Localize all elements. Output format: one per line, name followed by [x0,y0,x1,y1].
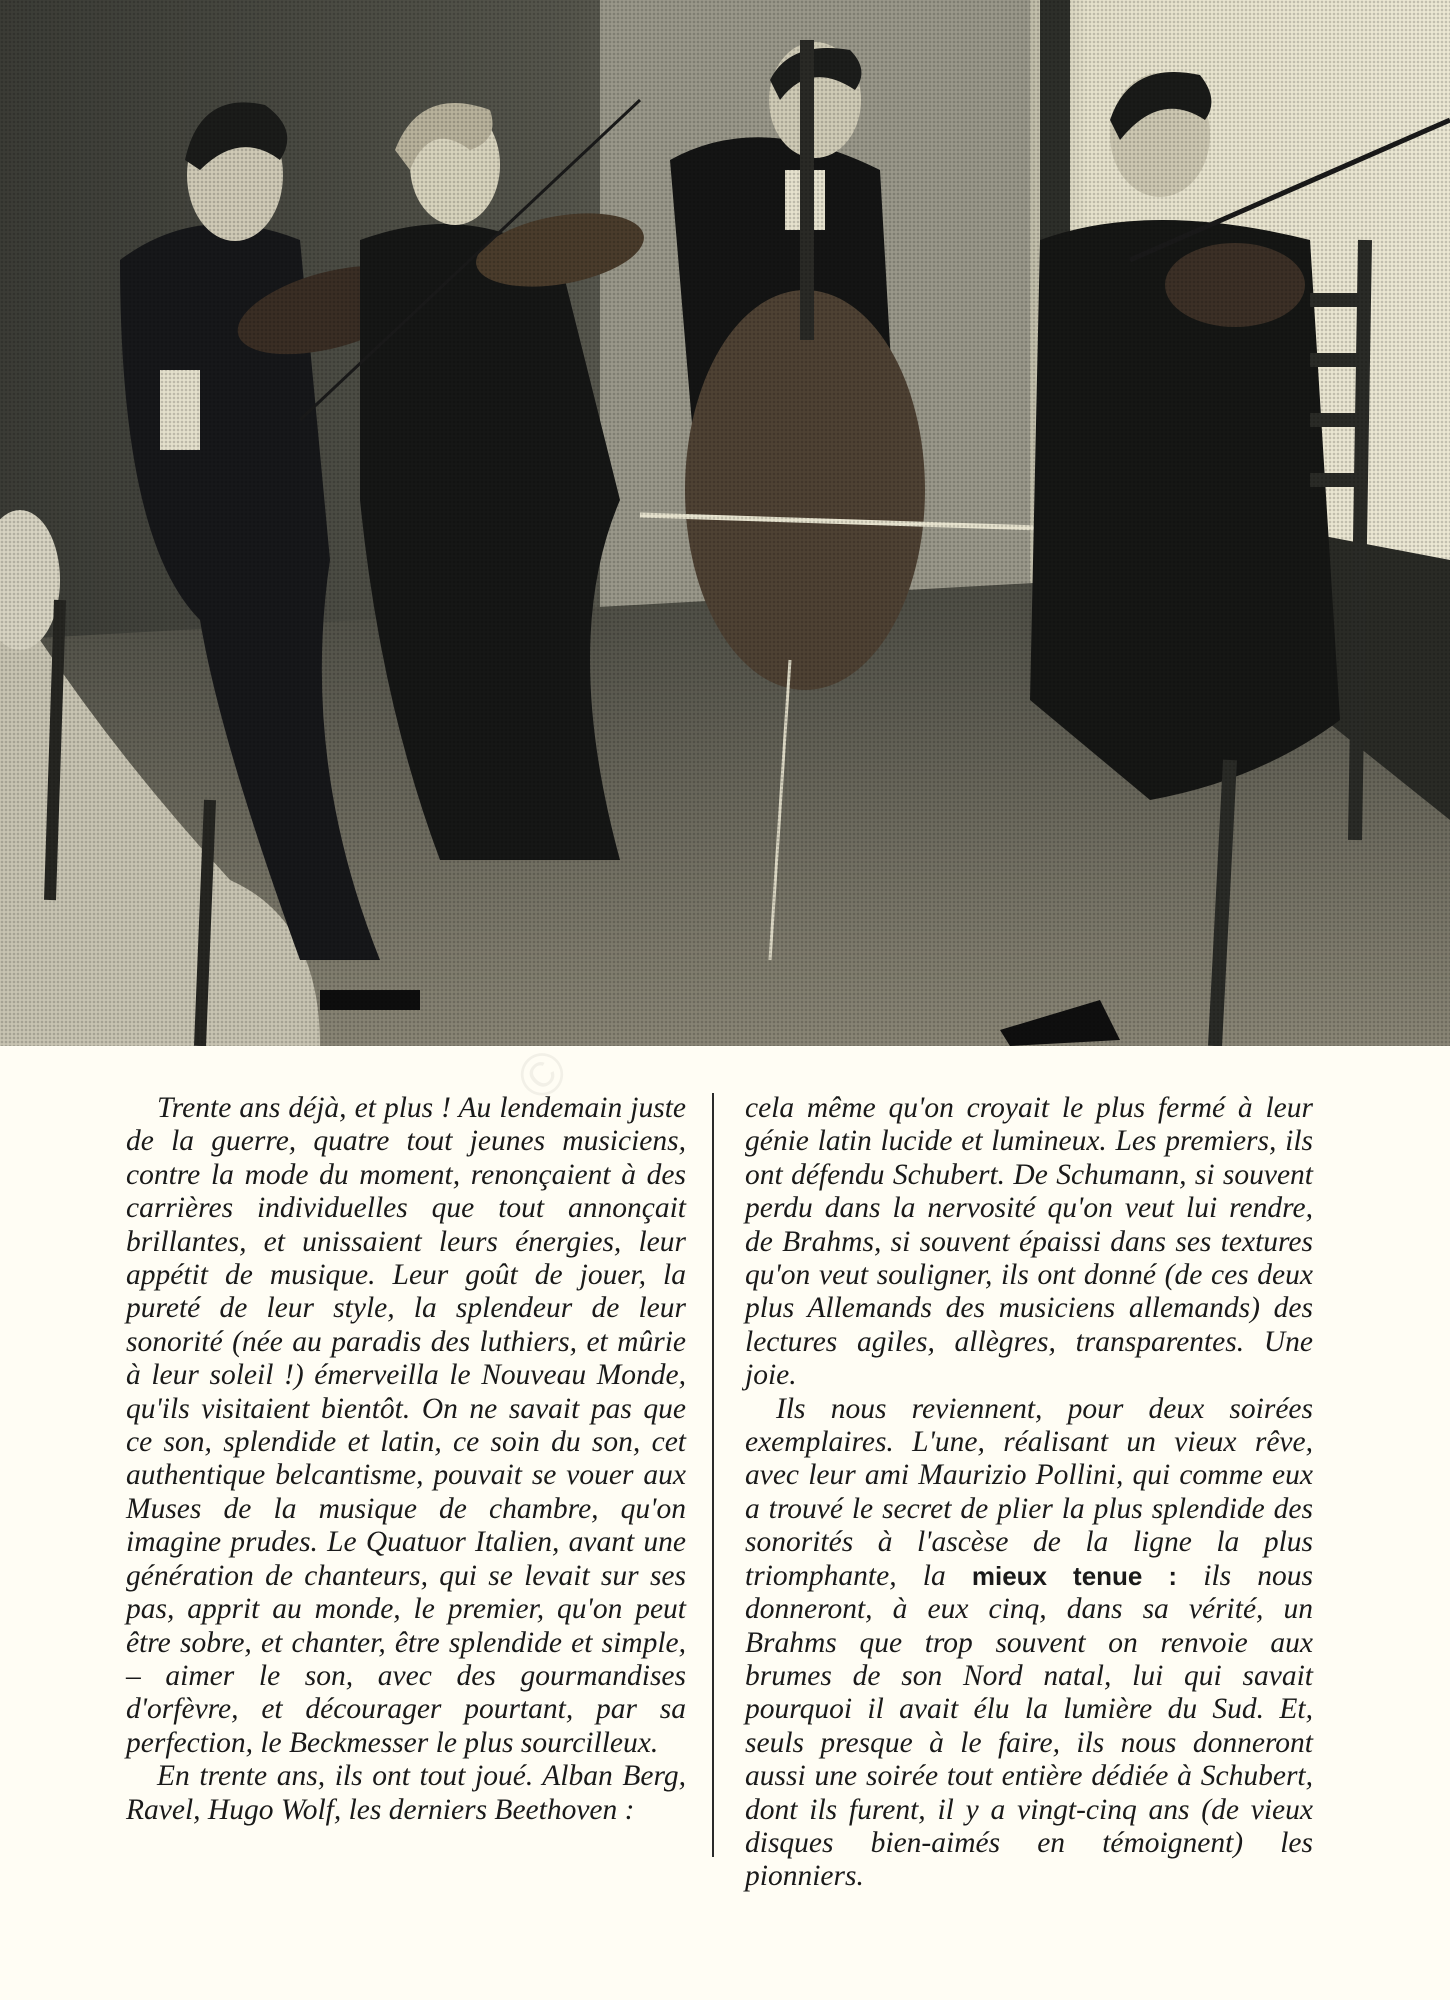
column-divider [712,1093,714,1857]
article-paragraph: Trente ans déjà, et plus ! Au lendemain juste de la guerre, quatre tout jeunes musiciens, contre la mode du moment, renonçaient à des carrières individuelles que tout annonçait brillantes, et unissaient leurs énergies, leur appétit de musique. Leur goût de jouer, la pureté de leur style, la splendeur de leur sonorité (née au paradis des luthiers, et mûrie à leur soleil !) émerveilla le Nouveau Monde, qu'ils visitaient bientôt. On ne savait pas que ce son, splendide et latin, ce soin du son, cet authentique belcantisme, pouvait se vouer aux Muses de la musique de chambre, qu'on imagine prudes. Le Quatuor Italien, avant une génération de chanteurs, qui se levait sur ses pas, apprit au monde, le premier, qu'on peut être sobre, et chanter, être splendide et simple, – aimer le son, avec des gourmandises d'orfèvre, et décourager pourtant, par sa perfection, le Beckmesser le plus sourcilleux. [126,1092,686,1759]
article-paragraph [745,1393,1313,1894]
photo-cello [685,290,925,690]
article-paragraph: cela même qu'on croyait le plus fermé à leur génie latin lucide et lumineux. Les premiers, ils ont défendu Schubert. De Schumann, si souvent perdu dans la nervosité qu'on veut lui rendre, de Brahms, si souvent épaissi dans ses textures qu'on veut souligner, ils ont donné (de ces deux plus Allemands des musiciens allemands) des lectures agiles, allègres, transparentes. Une joie. [745,1092,1313,1392]
article-emphasis: mieux tenue : [971,1560,1178,1591]
article-text: ils nous donneront, à eux cinq, dans sa vérité, un Brahms que trop souvent on renvoie aux brumes de son Nord natal, lui qui savait pourquoi il avait élu la lumière du Sud. Et, seuls presque à le faire, ils nous donneront aussi une soirée tout entière dédiée à Schubert, dont ils furent, il y a vingt-cinq ans (de vieux disques bien-aimés en témoignent) les pionniers. [745,1559,1313,1893]
article-column-left [126,1092,686,1827]
article-text: Ils nous reviennent, pour deux soirées exemplaires. L'une, réalisant un vieux rêve, avec leur ami Maurizio Pollini, qui comme eux a trouvé le secret de plier la plus splendide des sonorités à l'ascèse de la ligne la plus triomphante, la [745,1392,1313,1592]
copyright-watermark: © [502,1035,582,1114]
article-paragraph: En trente ans, ils ont tout joué. Alban Berg, Ravel, Hugo Wolf, les derniers Beethoven : [126,1760,686,1826]
article-column-right [745,1092,1313,1894]
